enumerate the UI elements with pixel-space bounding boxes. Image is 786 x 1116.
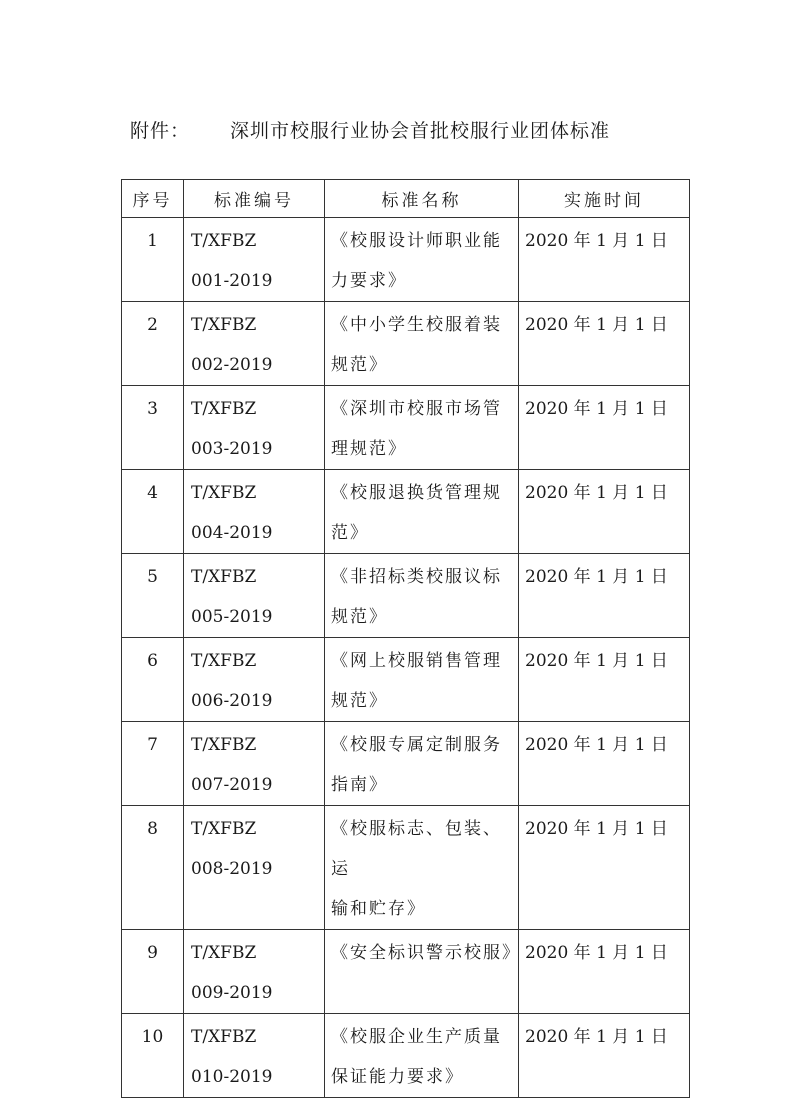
standard-code-cell <box>184 638 325 722</box>
effective-date: 2020 年 1 月 1 日 <box>519 386 690 470</box>
table-header-row <box>122 180 690 218</box>
standard-name-line1: 《深圳市校服市场管 <box>331 399 502 419</box>
standard-name-line2: 力要求》 <box>331 271 407 291</box>
serial-number: 5 <box>122 554 184 638</box>
standard-name-line1: 《中小学生校服着装 <box>331 315 502 335</box>
standard-name-line2: 规范》 <box>331 355 388 375</box>
standard-name-line1: 《非招标类校服议标 <box>331 567 502 587</box>
standard-code-cell <box>184 930 325 1014</box>
serial-number: 6 <box>122 638 184 722</box>
column-header-date: 实施时间 <box>519 180 690 218</box>
standard-code-cell <box>184 554 325 638</box>
standard-code-cell <box>184 218 325 302</box>
effective-date: 2020 年 1 月 1 日 <box>519 1014 690 1098</box>
standard-name-cell <box>325 1014 519 1098</box>
serial-number: 8 <box>122 806 184 930</box>
serial-number: 10 <box>122 1014 184 1098</box>
column-header-name: 标准名称 <box>325 180 519 218</box>
standard-name-line1: 《网上校服销售管理 <box>331 651 502 671</box>
standard-name-cell <box>325 638 519 722</box>
standard-name-cell <box>325 386 519 470</box>
standard-name-line1: 《校服设计师职业能 <box>331 231 502 251</box>
serial-number: 1 <box>122 218 184 302</box>
standard-code-number: 006-2019 <box>191 691 273 711</box>
effective-date: 2020 年 1 月 1 日 <box>519 638 690 722</box>
effective-date: 2020 年 1 月 1 日 <box>519 218 690 302</box>
standard-code-prefix: T/XFBZ <box>191 483 257 503</box>
table-row <box>122 806 690 930</box>
standard-code-number: 010-2019 <box>191 1067 273 1087</box>
document-heading <box>130 116 611 143</box>
standard-code-cell <box>184 386 325 470</box>
standard-code-number: 004-2019 <box>191 523 273 543</box>
table-row <box>122 554 690 638</box>
table-row <box>122 302 690 386</box>
standard-name-cell <box>325 218 519 302</box>
standard-code-prefix: T/XFBZ <box>191 315 257 335</box>
standard-code-prefix: T/XFBZ <box>191 651 257 671</box>
standard-code-cell <box>184 806 325 930</box>
effective-date: 2020 年 1 月 1 日 <box>519 470 690 554</box>
standard-name-cell <box>325 302 519 386</box>
table-row <box>122 1014 690 1098</box>
effective-date: 2020 年 1 月 1 日 <box>519 722 690 806</box>
standard-code-cell <box>184 302 325 386</box>
column-header-serial: 序号 <box>122 180 184 218</box>
standard-code-number: 008-2019 <box>191 859 273 879</box>
standard-name-line1: 《校服专属定制服务 <box>331 735 502 755</box>
standard-name-line1: 《校服退换货管理规 <box>331 483 502 503</box>
document-title: 深圳市校服行业协会首批校服行业团体标准 <box>230 120 611 142</box>
standard-code-number: 009-2019 <box>191 983 273 1003</box>
serial-number: 7 <box>122 722 184 806</box>
column-header-code: 标准编号 <box>184 180 325 218</box>
standard-code-number: 002-2019 <box>191 355 273 375</box>
standard-name-cell <box>325 806 519 930</box>
serial-number: 9 <box>122 930 184 1014</box>
standard-name-line2: 输和贮存》 <box>331 899 426 919</box>
standard-name-line1: 《校服企业生产质量 <box>331 1027 502 1047</box>
standard-name-line2: 规范》 <box>331 691 388 711</box>
standard-code-number: 001-2019 <box>191 271 273 291</box>
standard-name-cell <box>325 930 519 1014</box>
effective-date: 2020 年 1 月 1 日 <box>519 302 690 386</box>
standard-code-cell <box>184 470 325 554</box>
standard-name-cell <box>325 554 519 638</box>
standard-code-number: 007-2019 <box>191 775 273 795</box>
standard-name-line2: 指南》 <box>331 775 388 795</box>
standard-name-line1: 《安全标识警示校服》 <box>331 943 521 963</box>
standard-code-prefix: T/XFBZ <box>191 231 257 251</box>
standard-name-cell <box>325 722 519 806</box>
standard-name-line2: 保证能力要求》 <box>331 1067 464 1087</box>
standard-code-prefix: T/XFBZ <box>191 1027 257 1047</box>
table-row <box>122 930 690 1014</box>
table-row <box>122 638 690 722</box>
standard-code-prefix: T/XFBZ <box>191 399 257 419</box>
serial-number: 4 <box>122 470 184 554</box>
standard-code-cell <box>184 722 325 806</box>
standard-name-line1: 《校服标志、包装、运 <box>331 819 502 879</box>
standard-name-line2: 理规范》 <box>331 439 407 459</box>
standard-code-prefix: T/XFBZ <box>191 943 257 963</box>
standard-code-number: 003-2019 <box>191 439 273 459</box>
effective-date: 2020 年 1 月 1 日 <box>519 554 690 638</box>
table-row <box>122 722 690 806</box>
table-row <box>122 470 690 554</box>
standard-code-cell <box>184 1014 325 1098</box>
standard-name-cell <box>325 470 519 554</box>
table-row <box>122 386 690 470</box>
serial-number: 3 <box>122 386 184 470</box>
standards-table <box>121 179 690 1098</box>
serial-number: 2 <box>122 302 184 386</box>
standard-code-prefix: T/XFBZ <box>191 567 257 587</box>
standard-code-prefix: T/XFBZ <box>191 735 257 755</box>
attachment-label: 附件： <box>130 120 191 142</box>
standard-code-number: 005-2019 <box>191 607 273 627</box>
effective-date: 2020 年 1 月 1 日 <box>519 806 690 930</box>
standard-code-prefix: T/XFBZ <box>191 819 257 839</box>
standard-name-line2: 范》 <box>331 523 369 543</box>
table-row <box>122 218 690 302</box>
standard-name-line2: 规范》 <box>331 607 388 627</box>
effective-date: 2020 年 1 月 1 日 <box>519 930 690 1014</box>
